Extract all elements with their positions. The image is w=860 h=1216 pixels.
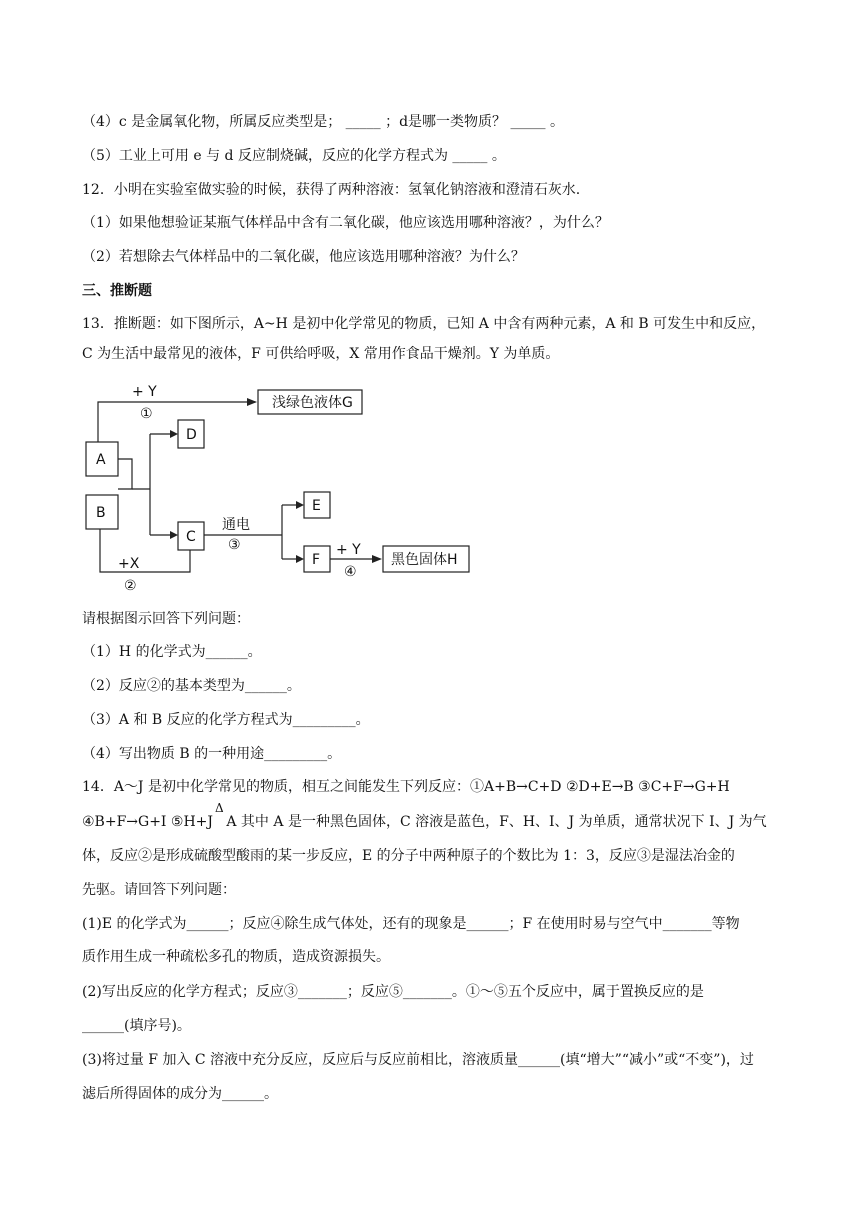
q12-part1: （1）如果他想验证某瓶气体样品中含有二氧化碳，他应该选用哪种溶液？，为什么？ <box>82 215 609 231</box>
q12-stem: 12．小明在实验室做实验的时候，获得了两种溶液：氢氧化钠溶液和澄清石灰水. <box>82 182 581 198</box>
q13-stem-line2: C 为生活中最常见的液体，F 可供给呼吸，X 常用作食品干燥剂。Y 为单质。 <box>82 346 560 362</box>
q14-stem-line2-post: A 其中 A 是一种黑色固体，C 溶液是蓝色，F、H、I、J 为单质，通常状况下 I、J 为气 <box>226 814 767 830</box>
heat-arrow <box>213 801 226 832</box>
q14-stem-line3: 体，反应②是形成硫酸型酸雨的某一步反应，E 的分子中两种原子的个数比为 1：3，反应③是湿法冶金的 <box>82 848 735 864</box>
label-electrolysis: 通电 <box>222 517 250 533</box>
q14-stem-line2 <box>82 801 767 832</box>
q13-stem-line1: 13．推断题：如下图所示，A~H 是初中化学常见的物质，已知 A 中含有两种元素，A 和 B 可发生中和反应， <box>82 316 766 332</box>
label-plus-y-1: + Y <box>132 384 157 400</box>
q13-part1: （1）H 的化学式为______。 <box>82 644 262 660</box>
q14-stem-line2-pre: ④B+F→G+I ⑤H+J <box>82 814 214 830</box>
q13-part4: （4）写出物质 B 的一种用途_________。 <box>82 746 342 762</box>
label-reaction-1: ① <box>140 406 153 422</box>
q14-part2-line1: (2)写出反应的化学方程式；反应③_______；反应⑤_______。①～⑤五个反应中，属于置换反应的是 <box>82 984 704 1000</box>
box-f-label: F <box>312 552 321 568</box>
label-reaction-4: ④ <box>344 564 357 580</box>
label-reaction-2: ② <box>124 578 137 592</box>
q14-stem-line4: 先驱。请回答下列问题： <box>82 882 236 898</box>
inference-diagram <box>82 352 482 592</box>
q14-stem-line1: 14．A～J 是初中化学常见的物质，相互之间能发生下列反应：①A+B→C+D ②D+E→B ③C+F→G+H <box>82 779 730 795</box>
q14-part3-line1: (3)将过量 F 加入 C 溶液中充分反应，反应后与反应前相比，溶液质量______(填“增大”“减小”或“不变”)，过 <box>82 1052 754 1068</box>
q13-part3: （3）A 和 B 反应的化学方程式为_________。 <box>82 712 370 728</box>
delta-symbol: Δ <box>215 801 224 815</box>
box-g-label: 浅绿色液体G <box>272 395 353 411</box>
box-c-label: C <box>186 529 196 545</box>
box-a-label: A <box>96 452 106 468</box>
q11-part5: （5）工业上可用 e 与 d 反应制烧碱，反应的化学方程式为 _____ 。 <box>82 148 506 164</box>
box-e-label: E <box>312 498 321 514</box>
q14-part1-line2: 质作用生成一种疏松多孔的物质，造成资源损失。 <box>82 949 390 965</box>
q14-part1-line1: (1)E 的化学式为______；反应④除生成气体处，还有的现象是______；F 在使用时易与空气中_______等物 <box>82 916 740 932</box>
label-reaction-3: ③ <box>228 537 241 553</box>
box-b-label: B <box>96 505 106 521</box>
label-plus-y-4: + Y <box>336 542 361 558</box>
box-d-label: D <box>186 427 197 443</box>
q11-part4: （4）c 是金属氧化物，所属反应类型是； _____ ；d是哪一类物质？ _____ 。 <box>82 114 564 130</box>
q13-prompt: 请根据图示回答下列问题： <box>82 611 250 627</box>
q12-part2: （2）若想除去气体样品中的二氧化碳，他应该选用哪种溶液？为什么？ <box>82 249 525 265</box>
q14-part3-line2: 滤后所得固体的成分为______。 <box>82 1086 278 1102</box>
box-h-label: 黑色固体H <box>391 552 458 568</box>
label-plus-x: +X <box>118 556 140 572</box>
q14-part2-line2: ______(填序号)。 <box>82 1018 191 1034</box>
section-title: 三、推断题 <box>82 283 152 299</box>
q13-part2: （2）反应②的基本类型为______。 <box>82 678 301 694</box>
